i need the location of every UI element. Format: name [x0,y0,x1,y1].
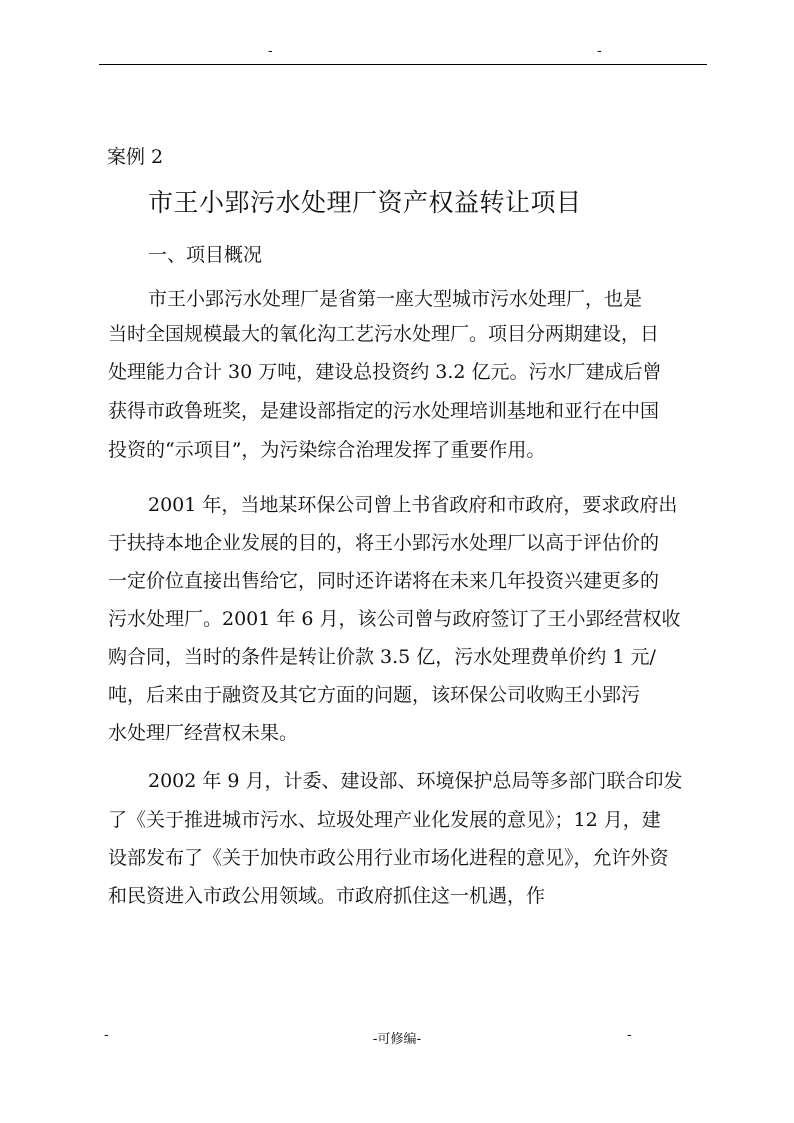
paragraph-line: 和民资进入市政公用领域。市政府抓住这一机遇，作 [108,885,546,907]
paragraph-line: 当时全国规模最大的氧化沟工艺污水处理厂。项目分两期建设，日 [108,323,660,345]
header-rule [99,64,707,65]
paragraph-line: 了《关于推进城市污水、垃圾处理产业化发展的意见》；12 月，建 [108,809,661,831]
paragraph-line: 水处理厂经营权未果。 [108,722,299,744]
footer-center-text: -可修编- [372,1032,422,1047]
header-right-mark: - [597,44,602,59]
paragraph-line: 获得市政鲁班奖，是建设部指定的污水处理培训基地和亚行在中国 [108,400,660,422]
case-label: 案例 2 [107,146,164,168]
paragraph-line: 处理能力合计 30 万吨，建设总投资约 3.2 亿元。污水厂建成后曾 [108,361,662,383]
paragraph-line: 投资的“示项目”，为污染综合治理发挥了重要作用。 [108,439,546,461]
paragraph-line: 设部发布了《关于加快市政公用行业市场化进程的意见》，允许外资 [108,847,669,869]
footer-left-mark: - [104,1028,109,1043]
paragraph-line: 于扶持本地企业发展的目的，将王小郢污水处理厂以高于评估价的 [108,532,660,554]
document-title: 市王小郢污水处理厂资产权益转让项目 [148,188,582,217]
header-left-mark: - [268,44,273,59]
paragraph-line: 吨，后来由于融资及其它方面的问题，该环保公司收购王小郢污 [108,684,641,706]
paragraph-line: 一定价位直接出售给它，同时还许诺将在未来几年投资兴建更多的 [108,570,660,592]
paragraph-line: 2002 年 9 月，计委、建设部、环境保护总局等多部门联合印发 [148,770,683,792]
paragraph-line: 购合同，当时的条件是转让价款 3.5 亿，污水处理费单价约 1 元/ [108,646,656,668]
section-heading: 一、项目概况 [148,244,263,266]
paragraph-line: 市王小郢污水处理厂是省第一座大型城市污水处理厂，也是 [148,288,643,310]
paragraph-line: 污水处理厂。2001 年 6 月，该公司曾与政府签订了王小郢经营权收 [108,608,681,630]
footer-right-mark: - [627,1028,632,1043]
paragraph-line: 2001 年，当地某环保公司曾上书省政府和市政府，要求政府出 [148,494,678,516]
